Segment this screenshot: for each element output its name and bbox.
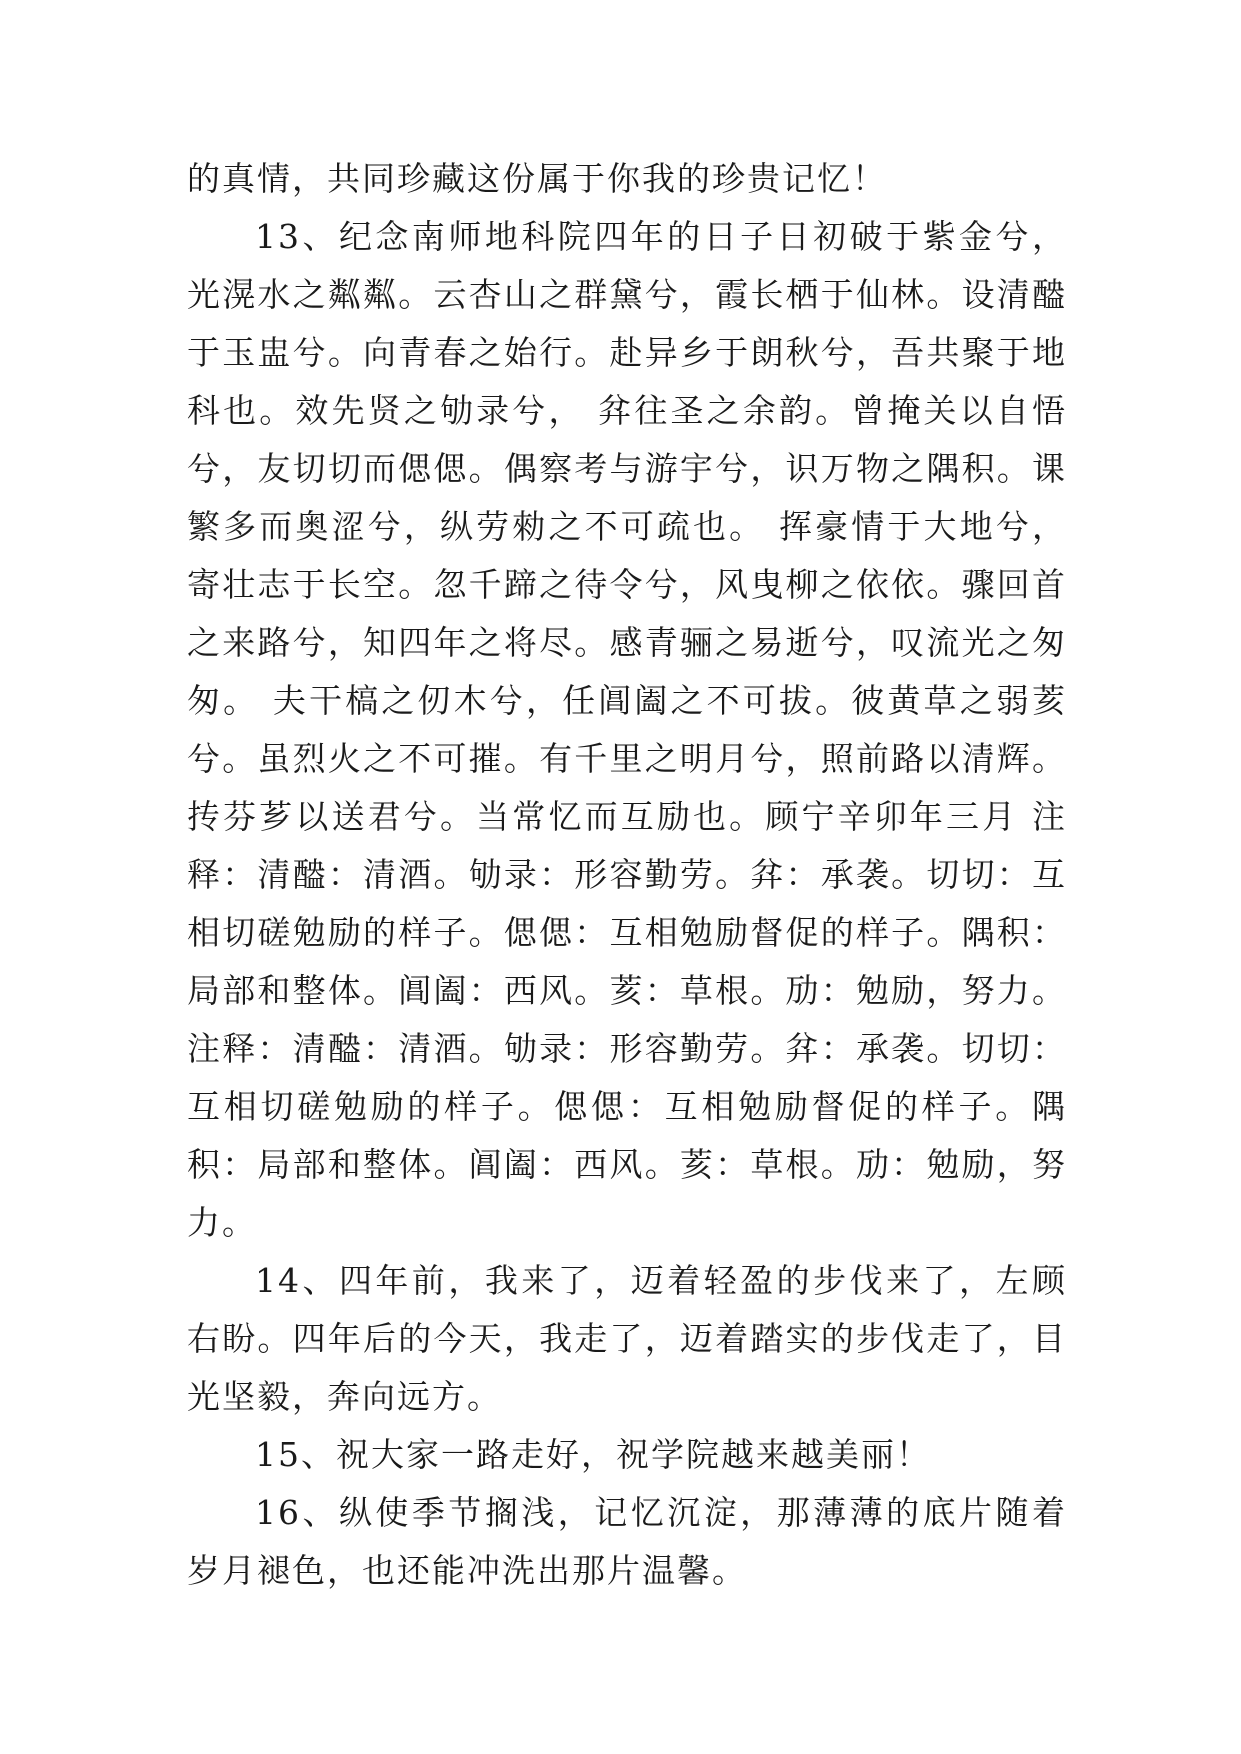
paragraph-item-16: 16、纵使季节搁浅，记忆沉淀，那薄薄的底片随着岁月褪色，也还能冲洗出那片温馨。: [187, 1493, 1067, 1590]
paragraph-item-15: 15、祝大家一路走好，祝学院越来越美丽！: [255, 1435, 931, 1474]
paragraph-continuation: 的真情，共同珍藏这份属于你我的珍贵记忆！: [187, 159, 887, 198]
document-body: [187, 150, 1067, 1600]
paragraph-item-13: 13、纪念南师地科院四年的日子日初破于紫金兮，光滉水之粼粼。云杏山之群黛兮，霞长栖于仙林。设清醠于玉盅兮。向青春之始行。赴异乡于朗秋兮，吾共聚于地科也。效先贤之劬录兮， 弅往圣之余韵。曾掩关以自悟兮，友切切而偲偲。偶察考与游宇兮，识万物之隅积。课繁多而奥涩兮，纵劳勑之不可疏也。 挥豪情于大地兮，寄壮志于长空。忽千蹄之待令兮，风曳柳之依依。骤回首之来路兮，知四年之将尽。感青骊之易逝兮，叹流光之匆匆。 夫干槁之仞木兮，任阊阖之不可拔。彼黄草之弱荄兮。虽烈火之不可摧。有千里之明月兮，照前路以清辉。抟芬芗以送君兮。当常忆而互励也。顾宁辛卯年三月 注释：清醠：清酒。劬录：形容勤劳。弅：承袭。切切：互相切磋勉励的样子。偲偲：互相勉励督促的样子。隅积：局部和整体。阊阖：西风。荄：草根。劢：勉励，努力。 注释：清醠：清酒。劬录：形容勤劳。弅：承袭。切切：互相切磋勉励的样子。偲偲：互相勉励督促的样子。隅积：局部和整体。阊阖：西风。荄：草根。劢：勉励，努力。: [187, 217, 1067, 1242]
paragraph-item-14: 14、四年前，我来了，迈着轻盈的步伐来了，左顾右盼。四年后的今天，我走了，迈着踏实的步伐走了，目光坚毅，奔向远方。: [187, 1261, 1067, 1416]
